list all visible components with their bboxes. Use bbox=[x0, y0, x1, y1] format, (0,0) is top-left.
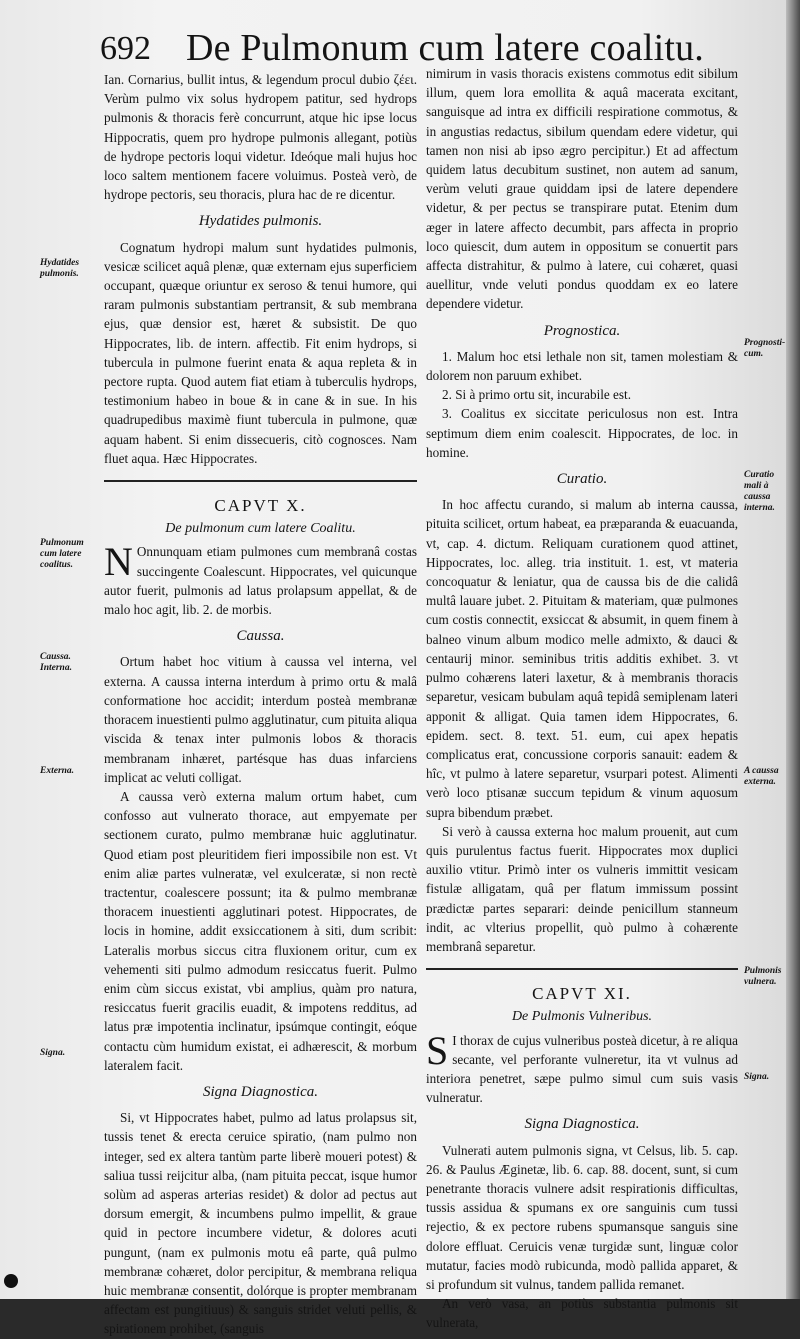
paragraph: Si verò à caussa externa hoc malum prouenit, aut cum quis purulentus factus fuerit. Hippocrates mox duplici auxilio vtitur. Primò inter os vulneris immittit vesicam fistulæ alligatam, quâ per flatum immissum possint prædictæ partes separari: deinde penicillum stanneum indit, ac vlterius propellit, quò pulmo à cohærente membranâ separetur. bbox=[426, 823, 738, 954]
prognosis-item: 1. Malum hoc etsi lethale non sit, tamen molestiam & dolorem non paruum exhibet. bbox=[426, 348, 738, 384]
paragraph: Ian. Cornarius, bullit intus, & legendum procul dubio ζέει. Verùm pulmo vix solus hydropem patitur, sed hydrops pulmonis & thoracis ferè concurrunt, atque hic ipse locus Hippocratis, quem pro hydrope pulmonis allegant, potiùs de hydrope pectoris loqui videtur. Ideóque mali hujus hoc loco saltem mentionem facere voluimus. Posteà verò, de hydrope pectoris, seu thoracis, plura hac de re dicentur. bbox=[104, 72, 417, 203]
margin-note: Signa. bbox=[744, 1072, 770, 1082]
section-heading-caussa: Caussa. bbox=[236, 628, 285, 645]
paragraph: Vulnerati autem pulmonis signa, vt Celsus, lib. 5. cap. 26. & Paulus Æginetæ, lib. 6. cap. 88. docent, sunt, si cum penetrante thoracis vulnere adsit respirationis difficultas, tussis assidua & spumans ex ore sanguinis cum tussi rejectio, & ex pectore rubens spumansque sanguis sine dolore effluat. Ceruicis venæ turgidæ sunt, linguæ color mutatur, facies modò rubicunda, modò pallida apparet, & si profundum sit vulnus, tandem pallida remanet. bbox=[426, 1142, 738, 1292]
chapter-heading-x: CAPVT X. bbox=[214, 496, 307, 516]
prognosis-item: 3. Coalitus ex siccitate periculosus non est. Intra septimum diem enim coalescit. Hippocrates, de loc. in homine. bbox=[426, 406, 738, 460]
margin-note: Signa. bbox=[40, 1048, 66, 1058]
section-rule bbox=[426, 968, 738, 970]
prognosis-item: 2. Si à primo ortu sit, incurabile est. bbox=[442, 387, 631, 403]
drop-cap: N bbox=[104, 539, 133, 585]
margin-note: Hydatides pulmonis. bbox=[40, 258, 80, 279]
margin-note: A caussa externa. bbox=[744, 766, 779, 787]
paragraph: Si, vt Hippocrates habet, pulmo ad latus prolapsus sit, tussis tenet & erecta ceruice spiratio, (nam pulmo non integer, sed ex altera tantùm parte liberè moueri potest) & saliua tussi reijcitur alba, (nam pituita peccat, isque humor solùm ad asperas arterias residet) & dolor ad pectus aut dorsum emergit, & incumbens pulmo impellit, & graue quid in pectore incumbere videtur, & dolores acuti pungunt, (nam ex pulmonis motu eâ parte, quâ pulmo membranæ cohæret, dolor percipitur, & membrana reliqua huic membranæ consentit, dolórque is propter membranam affectam est pungitiuus) & sanguis stridet veluti pellis, & spirationem prohibet, (sanguis bbox=[104, 1110, 417, 1337]
margin-note: Externa. bbox=[40, 766, 75, 776]
section-heading-signa: Signa Diagnostica. bbox=[203, 1083, 318, 1100]
chapter-subtitle-xi: De Pulmonis Vulneribus. bbox=[511, 1009, 653, 1025]
running-title: De Pulmonum cum latere coalitu. bbox=[186, 27, 705, 69]
paragraph-initial bbox=[104, 539, 417, 619]
page-number: 692 bbox=[100, 30, 151, 67]
margin-note: Prognosti-cum. bbox=[744, 338, 786, 359]
paragraph: Ortum habet hoc vitium à caussa vel interna, vel externa. A caussa interna interdum à primo ortu & malâ conformatione hoc accidit; interdum posteà membranæ thoracem inuestienti pulmo agglutinatur, cum pituita aliqua viscida & tenax inter pulmonis lobos & thoracis membranam inhæret, partésque has duas infarciens implicat ac veluti colligat. bbox=[104, 654, 417, 785]
section-rule bbox=[104, 480, 417, 482]
drop-cap: S bbox=[426, 1027, 449, 1073]
margin-note: Curatio mali à caussa interna. bbox=[744, 470, 775, 513]
paragraph: A caussa verò externa malum ortum habet, cum confosso aut vulnerato thorace, aut empyemate per sectionem curato, pulmo membranæ huic agglutinatur. Quod etiam post pleuritidem fieri impossibile non est. Vt enim aliæ partes vulneratæ, vel exulceratæ, si non rectè tractentur, coalescere possunt; ita & pulmo membranæ thoracem inuestienti agglutinari potest. Hippocrates, de locis in homine, addit exsiccationem à siti, dum scribit: Lateralis morbus siccus citra fluxionem oritur, cum ex vehementi siti pulmo admodum resiccatus fuerit. Pulmo enim cùm siccus existat, vbi amplius, quàm pro natura, resiccatus fuerit gracilis euadit, & impotens redditus, ad latus præ impotentia inclinatur, ipsúmque contingit, eóque contactu cùm humidum existat, ei adhærescit, & morbum lateralem facit. bbox=[104, 788, 417, 1073]
section-heading-curatio: Curatio. bbox=[556, 471, 608, 488]
paragraph-initial bbox=[426, 1027, 738, 1108]
left-column bbox=[104, 70, 417, 1339]
paragraph: nimirum in vasis thoracis existens commotus edit sibilum illum, quem lora emollita & aquâ macerata excitant, sanguisque ad intra ex difficili respiratione commotus, & in angustias redactus, sibilum quendam edere videtur, qui tamen non nisi ab ipso ægro percipitur.) Et ad affectum quidem latus decubitum sustinet, non autem ad sanum, verùm veluti graue quiddam ipsi de latere dependere videtur, & per pectus se transpirare putat. Etenim dum æger in latere affecto decumbit, pars affecta in proprio loco quiescit, dum autem in oppositum se conuertit pars affecta distrahitur, & pulmo à latere, cui cohæret, quasi auellitur, vnde veluti pondus quoddam ex eo latere dependere videtur. bbox=[426, 66, 738, 312]
margin-note: Pulmonum cum latere coalitus. bbox=[40, 538, 84, 570]
paragraph: An verò vasa, an potiùs substantia pulmonis sit vulnerata, bbox=[426, 1296, 738, 1331]
right-column bbox=[426, 64, 738, 1333]
paragraph: In hoc affectu curando, si malum ab interna caussa, pituita scilicet, ortum habeat, ea præparanda & euacuanda, vt, cap. 4. dictum. Reliquam curationem quod attinet, Hippocrates, loc. alleg. tria instituit. 1. est, vt materia concoquatur & leniatur, qua de caussa bis de die calidâ multâ lauare jubet. 2. Pituitam & materiam, quæ pulmones cum costis connectit, exsiccat & absumit, in quem finem à balneo vinum album modico melle admixto, & dauci & centaurij minor. seminibus tritis additis exhibet. 3. vt pulmo cohærens lateri laxetur, & à membranis thoracis separetur, vesicam bubulam aquâ tepidâ semiplenam lateri apponit & alligat. Quia tamen idem Hippocrates, 6. epidem. sect. 8. text. 51. eum, cui apex hepatis complicatus erat, concussione corporis sanauit: eadem & hîc, vt pulmo à latere separetur, vsurpari potest. Alimenti verò loco ptisanæ succum tepidum & vinum aquosum supra bibendum præbet. bbox=[426, 497, 738, 820]
page-edge-shadow bbox=[786, 0, 800, 1299]
chapter-subtitle-x: De pulmonum cum latere Coalitu. bbox=[165, 521, 356, 537]
section-heading-hydatides: Hydatides pulmonis. bbox=[198, 213, 323, 230]
paragraph: I thorax de cujus vulneribus posteà dicetur, à re aliqua secante, vel perforante vulneretur, ita vt vulnus ad interiora penetret, sæpe pulmo simul cum suis vasis vulneratur. bbox=[426, 1032, 738, 1106]
chapter-heading-xi: CAPVT XI. bbox=[532, 984, 632, 1004]
margin-note: Caussa. Interna. bbox=[40, 652, 72, 673]
section-heading-signa: Signa Diagnostica. bbox=[524, 1116, 640, 1133]
margin-note: Pulmonis vulnera. bbox=[744, 966, 782, 987]
binding-hole bbox=[4, 1274, 18, 1288]
paragraph: Cognatum hydropi malum sunt hydatides pulmonis, vesicæ scilicet aquâ plenæ, quæ externam ejus superficiem occupant, quæque oriuntur ex seroso & tenui humore, qui raram pulmonis substantiam pertransit, & sub membrana ejus, quæ densior est, hæret & subsistit. De quo Hippocrates, lib. de intern. affectib. Fit enim hydrops, si tubercula in pulmone fuerint enata & aqua repleta & in pectore rupta. Quod autem fiat etiam à tuberculis hydrops, testimonium habeo in boue & in cane & in sue. In his quadrupedibus maximè fiunt tubercula in pulmone, quæ aquam habent. Si enim dissecueris, citò cognosces. Nam fluet aqua. Hæc Hippocrates. bbox=[104, 239, 417, 466]
paragraph: Onnunquam etiam pulmones cum membranâ costas succingente Coalescunt. Hippocrates, vel quicunque autor fuerit, pulmonis ad latus prolapsum appellat, & de malo hoc agit, lib. 2. de morbis. bbox=[104, 544, 417, 618]
section-heading-prognostica: Prognostica. bbox=[543, 322, 621, 339]
